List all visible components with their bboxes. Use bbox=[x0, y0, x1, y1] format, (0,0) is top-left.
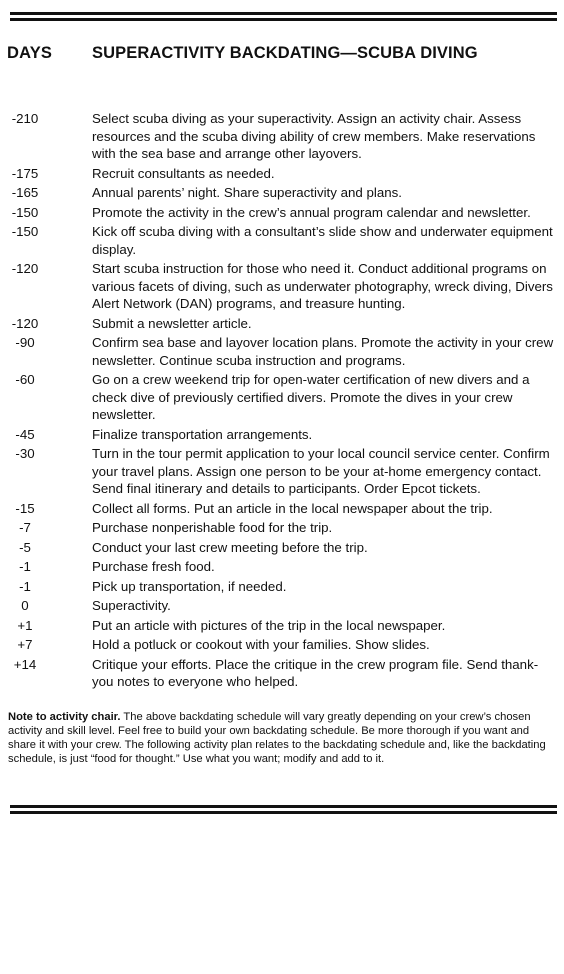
schedule-day: -150 bbox=[11, 224, 39, 239]
schedule-task: Conduct your last crew meeting before the trip. bbox=[92, 539, 368, 555]
schedule-task: Purchase nonperishable food for the trip. bbox=[92, 520, 333, 535]
schedule-task: Hold a potluck or cookout with your families. Show slides. bbox=[92, 637, 430, 652]
schedule-row bbox=[0, 260, 564, 313]
bottom-rule-upper bbox=[10, 805, 557, 808]
schedule-day: +14 bbox=[13, 656, 37, 672]
schedule-task: Select scuba diving as your superactivity. Assign an activity chair. Assess resources and the scuba diving ability of crew members. Make reservations with the sea base and arrange other layovers. bbox=[92, 111, 536, 161]
schedule-row bbox=[0, 636, 564, 654]
schedule-row bbox=[0, 656, 564, 691]
schedule-day: -210 bbox=[11, 111, 39, 126]
schedule-row bbox=[0, 371, 564, 424]
schedule-day: -15 bbox=[15, 500, 35, 516]
note-label: Note to activity chair. bbox=[8, 711, 121, 723]
schedule-day: -120 bbox=[11, 315, 39, 331]
schedule-row bbox=[0, 184, 564, 202]
schedule-row bbox=[0, 519, 564, 537]
schedule-day: +7 bbox=[17, 637, 33, 652]
schedule-row bbox=[0, 165, 564, 183]
schedule-row bbox=[0, 426, 564, 444]
schedule-row bbox=[0, 445, 564, 498]
schedule-day: -175 bbox=[11, 165, 39, 181]
schedule-row bbox=[0, 315, 564, 333]
schedule-task: Collect all forms. Put an article in the local newspaper about the trip. bbox=[92, 500, 493, 516]
top-rule-upper bbox=[10, 12, 557, 15]
schedule-row bbox=[0, 597, 564, 615]
schedule-row bbox=[0, 204, 564, 222]
schedule-task: Annual parents’ night. Share superactivity and plans. bbox=[92, 185, 402, 200]
page-title: SUPERACTIVITY BACKDATING—SCUBA DIVING bbox=[92, 44, 478, 62]
schedule-day: +1 bbox=[17, 617, 33, 633]
schedule-day: -30 bbox=[15, 446, 35, 461]
top-rule-lower bbox=[10, 18, 557, 21]
schedule-task: Turn in the tour permit application to your local council service center. Confirm your travel plans. Assign one person to be your at-home emergency contact. Send final itinerary and details to participants. Order Epcot tickets. bbox=[92, 446, 550, 496]
note-text: The above backdating schedule will vary greatly depending on your crew’s chosen activity and skill level. Feel free to build your own backdating schedule. Be more thorough if you want and share it with your crew. The following activity plan relates to the backdating schedule and, like the backdating schedule, is just “food for thought.” Use what you want; modify and add to it. bbox=[8, 711, 546, 765]
schedule-day: -120 bbox=[11, 261, 39, 276]
schedule-day: -60 bbox=[15, 372, 35, 387]
schedule-day: -7 bbox=[19, 520, 31, 535]
schedule-row bbox=[0, 558, 564, 576]
schedule-task: Pick up transportation, if needed. bbox=[92, 578, 287, 594]
schedule-task: Superactivity. bbox=[92, 598, 171, 613]
schedule-row bbox=[0, 539, 564, 557]
schedule-task: Critique your efforts. Place the critique in the crew program file. Send thank-you notes to everyone who helped. bbox=[92, 656, 539, 689]
schedule-header bbox=[7, 44, 557, 68]
note-to-activity-chair bbox=[8, 711, 558, 767]
schedule-task: Kick off scuba diving with a consultant’s slide show and underwater equipment display. bbox=[92, 224, 553, 257]
schedule-day: -90 bbox=[15, 335, 35, 350]
schedule-task: Confirm sea base and layover location plans. Promote the activity in your crew newsletter. Continue scuba instruction and programs. bbox=[92, 335, 554, 368]
backdating-schedule bbox=[0, 110, 564, 693]
schedule-day: -1 bbox=[19, 578, 31, 594]
schedule-row bbox=[0, 500, 564, 518]
schedule-task: Go on a crew weekend trip for open-water certification of new divers and a check dive of previously certified divers. Promote the dives in your crew newsletter. bbox=[92, 372, 530, 422]
schedule-row bbox=[0, 223, 564, 258]
schedule-task: Purchase fresh food. bbox=[92, 559, 215, 574]
schedule-task: Submit a newsletter article. bbox=[92, 315, 252, 331]
schedule-task: Recruit consultants as needed. bbox=[92, 165, 275, 181]
schedule-task: Finalize transportation arrangements. bbox=[92, 426, 313, 442]
bottom-rule-lower bbox=[10, 811, 557, 814]
schedule-task: Put an article with pictures of the trip in the local newspaper. bbox=[92, 617, 446, 633]
schedule-day: 0 bbox=[21, 598, 29, 613]
schedule-task: Promote the activity in the crew’s annual program calendar and newsletter. bbox=[92, 204, 531, 220]
schedule-row bbox=[0, 578, 564, 596]
schedule-row bbox=[0, 110, 564, 163]
schedule-day: -45 bbox=[15, 426, 35, 442]
schedule-day: -165 bbox=[11, 185, 39, 200]
schedule-day: -150 bbox=[11, 204, 39, 220]
schedule-day: -5 bbox=[19, 539, 31, 555]
schedule-task: Start scuba instruction for those who need it. Conduct additional programs on various facets of diving, such as underwater photography, wreck diving, Divers Alert Network (DAN) programs, and treasure hunting. bbox=[92, 261, 553, 311]
schedule-row bbox=[0, 334, 564, 369]
schedule-row bbox=[0, 617, 564, 635]
schedule-day: -1 bbox=[19, 559, 31, 574]
days-column-heading: DAYS bbox=[7, 44, 53, 62]
